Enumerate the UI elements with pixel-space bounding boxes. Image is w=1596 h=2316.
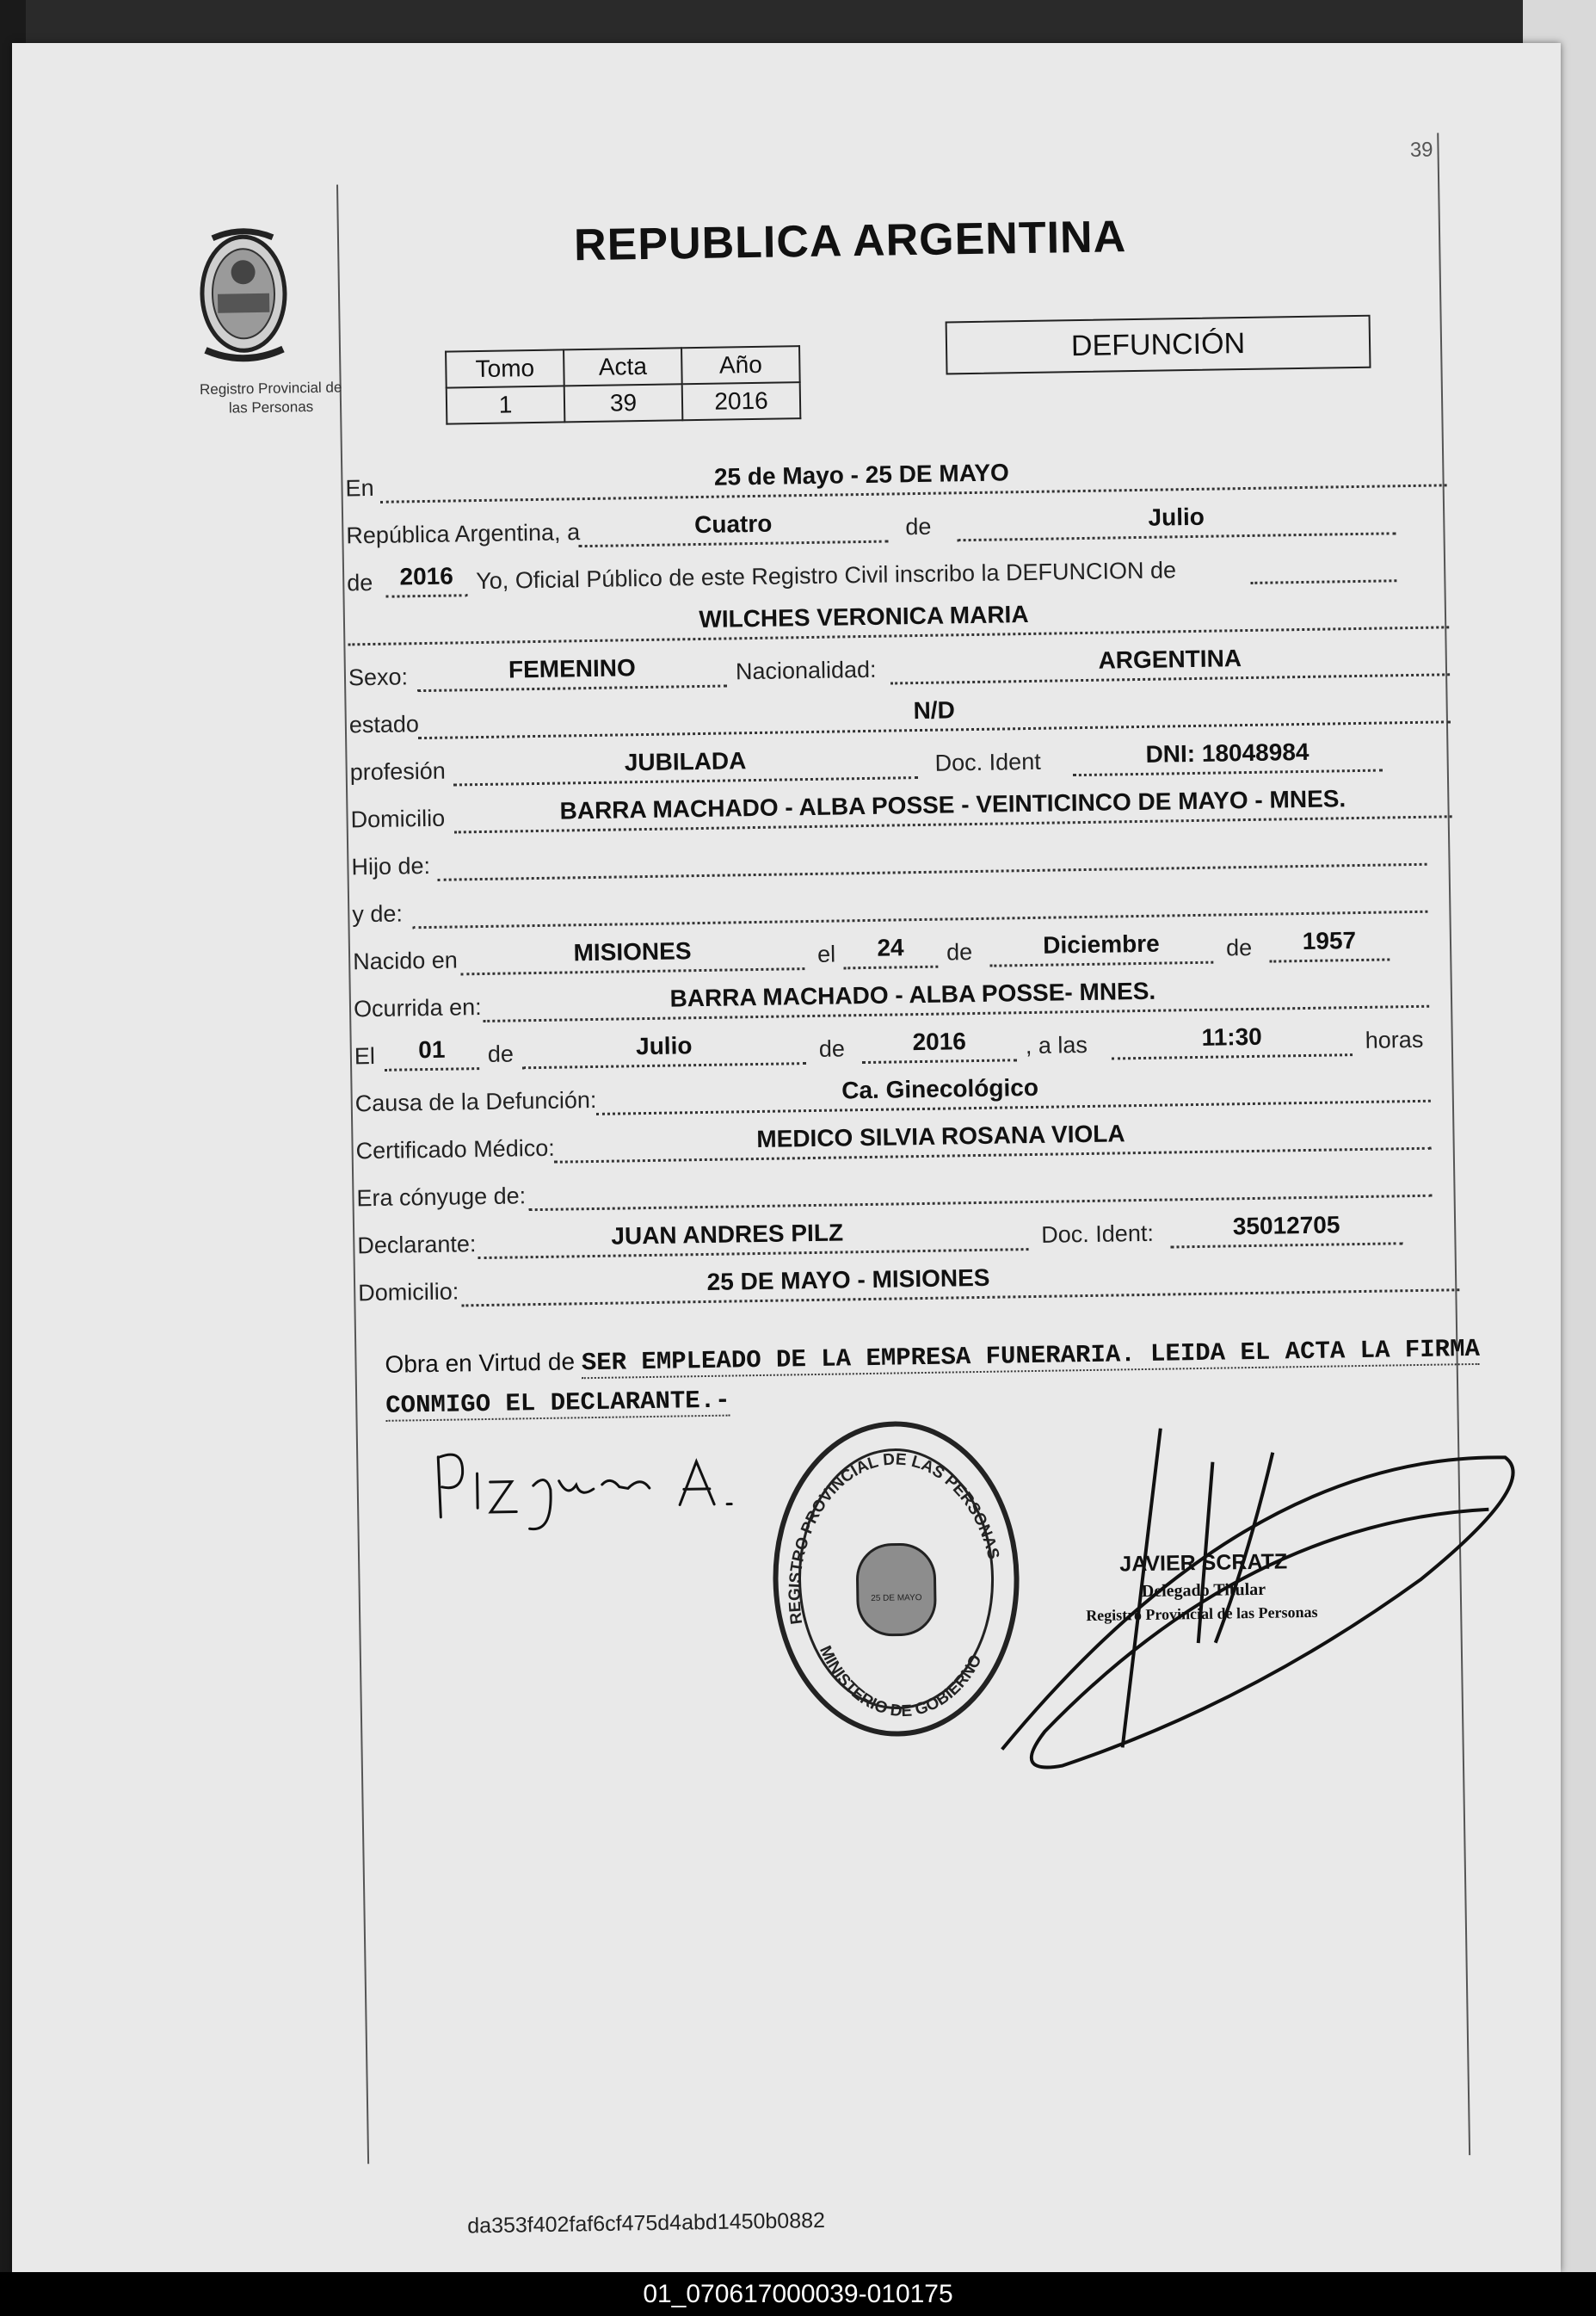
document-value: DNI: 18048984 — [1145, 738, 1309, 768]
field-label: Obra en Virtud de — [385, 1348, 576, 1378]
birth-month-value: Diciembre — [1043, 929, 1160, 959]
stamp-center-text: 25 DE MAYO — [871, 1593, 922, 1604]
field-label: El — [354, 1042, 376, 1070]
obra-value: SER EMPLEADO DE LA EMPRESA FUNERARIA. LEIDA EL ACTA LA FIRMA CONMIGO EL DECLARANTE.- — [385, 1334, 1481, 1420]
table-header: Tomo — [446, 349, 564, 387]
field-label: Ocurrida en: — [353, 994, 482, 1022]
deceased-name: WILCHES VERONICA MARIA — [699, 600, 1029, 633]
field-label: Domicilio — [350, 805, 446, 833]
official-org: Registro Provincial de las Personas — [1086, 1603, 1318, 1625]
certificate-value: MEDICO SILVIA ROSANA VIOLA — [756, 1120, 1125, 1153]
field-label: En — [345, 474, 374, 502]
field-label: de — [818, 1035, 846, 1062]
address-value: BARRA MACHADO - ALBA POSSE - VEINTICINCO DE MAYO - MNES. — [559, 785, 1346, 824]
dotted-line — [412, 876, 1428, 929]
field-label: de — [946, 939, 973, 966]
field-label: Causa de la Defunción: — [354, 1086, 597, 1117]
year-value: 2016 — [399, 562, 454, 590]
inscription-text: Yo, Oficial Público de este Registro Civil inscribo la DEFUNCION de — [476, 557, 1177, 595]
table-header: Acta — [564, 348, 682, 386]
act-type-box: DEFUNCIÓN — [946, 315, 1371, 375]
page-number: 39 — [1409, 138, 1433, 162]
declarant-address-value: 25 DE MAYO - MISIONES — [706, 1263, 990, 1295]
field-label: horas — [1365, 1026, 1424, 1053]
table-cell: 2016 — [682, 382, 801, 420]
marital-status-value: N/D — [913, 696, 956, 725]
field-label: Certificado Médico: — [355, 1134, 555, 1164]
day-words-value: Cuatro — [693, 510, 773, 539]
birth-day-value: 24 — [877, 934, 904, 961]
field-label: Nacionalidad: — [735, 656, 877, 685]
declarant-signature — [429, 1435, 741, 1543]
field-label: República Argentina, a — [346, 519, 581, 549]
field-label: de — [905, 513, 932, 540]
field-label: de — [347, 569, 373, 596]
month-value: Julio — [1148, 503, 1205, 531]
crest-caption-line: las Personas — [228, 398, 314, 417]
field-label: el — [816, 941, 836, 967]
declarant-doc-value: 35012705 — [1232, 1211, 1340, 1240]
provincial-crest-logo — [187, 219, 301, 367]
official-signature — [988, 1380, 1527, 1793]
field-label: Declarante: — [357, 1231, 477, 1259]
field-label: Doc. Ident — [934, 748, 1041, 776]
declarant-value: JUAN ANDRES PILZ — [611, 1219, 844, 1250]
table-cell: 1 — [447, 386, 565, 423]
certificate-page — [12, 43, 1561, 2272]
profession-value: JUBILADA — [624, 747, 747, 776]
death-year-value: 2016 — [912, 1028, 967, 1056]
certificate-content — [38, 54, 1552, 2264]
field-label: profesión — [349, 757, 447, 786]
dotted-line — [528, 1160, 1433, 1211]
official-name: JAVIER SCRATZ — [1119, 1549, 1288, 1577]
field-label: de — [487, 1041, 515, 1067]
birthplace-value: MISIONES — [573, 937, 692, 967]
birth-year-value: 1957 — [1302, 927, 1357, 955]
stamp-ring-text: REGISTRO PROVINCIAL DE LAS PERSONAS — [786, 1450, 1003, 1626]
field-label: y de: — [352, 900, 404, 928]
crest-caption — [172, 378, 371, 419]
stamp-lower-text: MINISTERIO DE GOBIERNO — [816, 1643, 986, 1721]
dotted-line — [437, 829, 1427, 881]
document-hash: da353f402faf6cf475d4abd1450b0882 — [467, 2208, 826, 2239]
dotted-line — [1250, 545, 1397, 584]
field-label: de — [1225, 934, 1253, 961]
field-label: Domicilio: — [357, 1278, 459, 1306]
field-label: estado — [348, 711, 420, 738]
table-header: Año — [681, 346, 800, 384]
field-label: Nacido en — [352, 947, 458, 975]
field-label: Era cónyuge de: — [356, 1183, 527, 1212]
footer-code: 01_070617000039-010175 — [0, 2272, 1596, 2316]
field-label: Hijo de: — [351, 852, 431, 880]
place-value: 25 de Mayo - 25 DE MAYO — [713, 459, 1010, 491]
death-place-value: BARRA MACHADO - ALBA POSSE- MNES. — [669, 977, 1156, 1012]
sex-value: FEMENINO — [508, 654, 636, 683]
death-day-value: 01 — [417, 1035, 446, 1064]
page-title: REPUBLICA ARGENTINA — [573, 212, 1127, 271]
death-time-value: 11:30 — [1201, 1022, 1262, 1051]
nationality-value: ARGENTINA — [1098, 645, 1242, 674]
registry-table — [445, 345, 801, 424]
field-label: , a las — [1025, 1031, 1088, 1059]
death-month-value: Julio — [635, 1032, 693, 1060]
cause-value: Ca. Ginecológico — [841, 1073, 1039, 1104]
field-label: Doc. Ident: — [1041, 1220, 1155, 1248]
crest-caption-line: Registro Provincial de — [199, 379, 342, 398]
table-cell: 39 — [564, 384, 683, 422]
official-role: Delegado Titular — [1141, 1579, 1266, 1602]
field-label: Sexo: — [348, 664, 409, 691]
